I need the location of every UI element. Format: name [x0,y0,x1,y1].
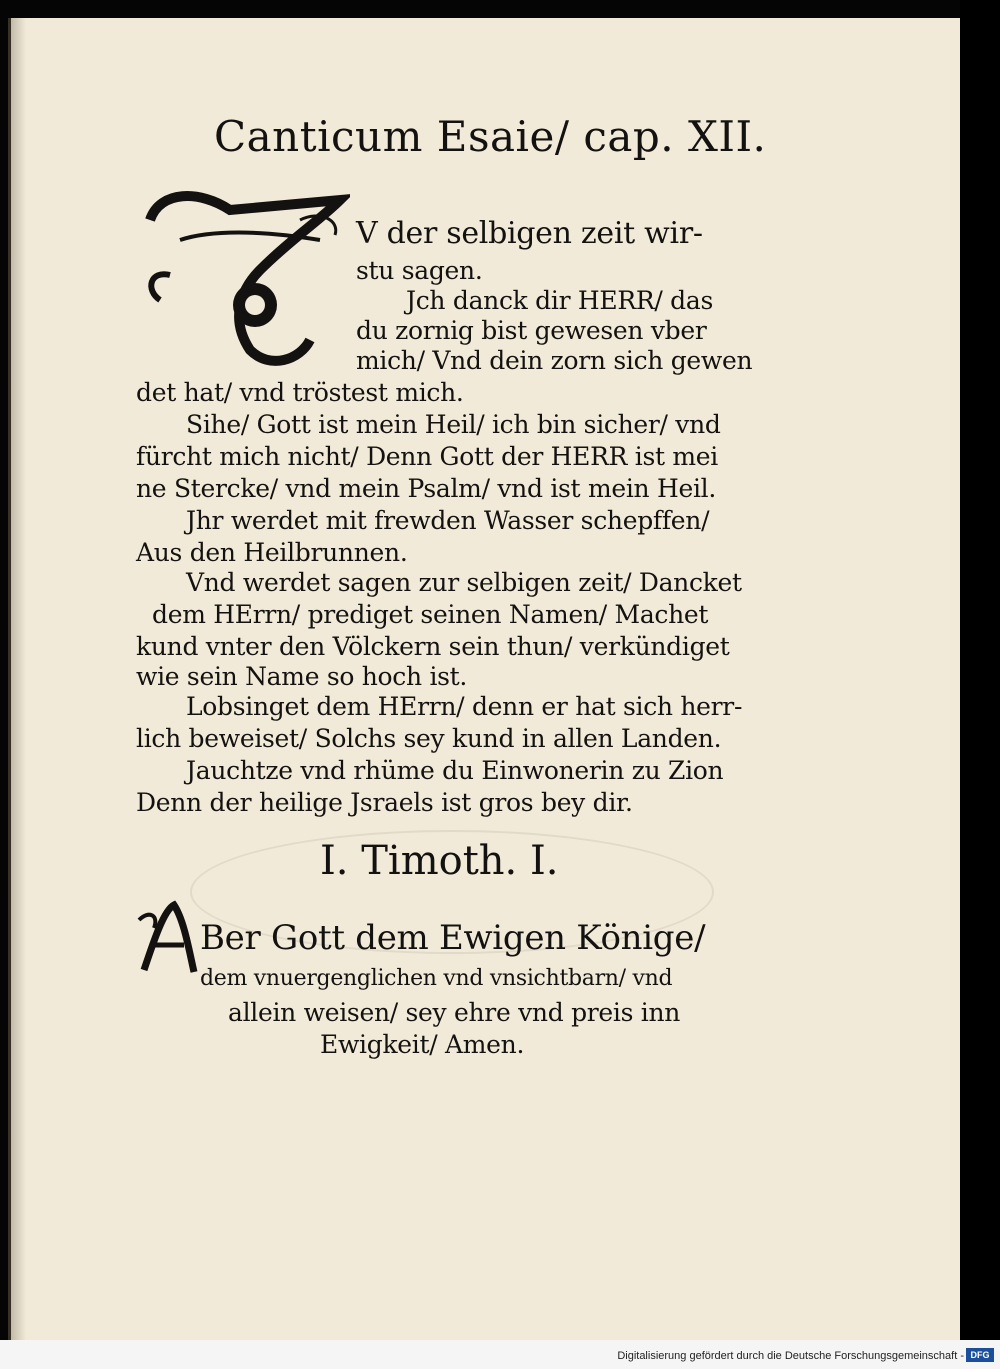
passage1-line-16: Lobsinget dem HErrn/ denn er hat sich herr- [186,692,743,721]
passage1-line-6: det hat/ vnd tröstest mich. [136,378,464,407]
decorated-initial-a-glyph [134,900,200,978]
passage1-line-17: lich beweiset/ Solchs sey kund in allen Landen. [136,724,722,753]
passage1-line-13: dem HErrn/ prediget seinen Namen/ Machet [152,600,709,629]
heading-canticum: Canticum Esaie/ cap. XII. [214,112,767,161]
decorated-initial-a [134,900,200,978]
passage1-line-14: kund vnter den Völckern sein thun/ verkündiget [136,632,730,661]
passage1-line-9: ne Stercke/ vnd mein Psalm/ vnd ist mein Heil. [136,474,717,503]
passage1-line-12: Vnd werdet sagen zur selbigen zeit/ Dancket [186,568,742,597]
passage1-line-7: Sihe/ Gott ist mein Heil/ ich bin sicher/ vnd [186,410,721,439]
page-gutter-shadow [8,18,26,1340]
passage2-line-2: dem vnuergenglichen vnd vnsichtbarn/ vnd [200,966,673,991]
decorated-initial-z-glyph [140,180,350,380]
scan-border [960,0,1000,1369]
funding-credit: Digitalisierung gefördert durch die Deutsche Forschungsgemeinschaft - [617,1350,964,1362]
passage1-line-4: du zornig bist gewesen vber [356,316,707,345]
passage1-line-2: stu sagen. [356,256,483,285]
passage1-line-5: mich/ Vnd dein zorn sich gewen [356,346,753,375]
passage2-line-4: Ewigkeit/ Amen. [320,1030,525,1059]
heading-timothy: I. Timoth. I. [320,838,559,884]
passage2-line-3: allein weisen/ sey ehre vnd preis inn [228,998,681,1027]
passage2-line-1: Ber Gott dem Ewigen Könige/ [200,918,706,958]
passage1-line-19: Denn der heilige Jsraels ist gros bey dir. [136,788,633,817]
passage1-line-8: fürcht mich nicht/ Denn Gott der HERR ist mei [136,442,718,471]
passage1-line-15: wie sein Name so hoch ist. [136,662,468,691]
passage1-line-18: Jauchtze vnd rhüme du Einwonerin zu Zion [186,756,724,785]
dfg-logo: DFG [966,1348,994,1362]
passage1-line-11: Aus den Heilbrunnen. [136,538,408,567]
passage1-line-10: Jhr werdet mit frewden Wasser schepffen/ [186,506,710,535]
passage1-line-1: V der selbigen zeit wir- [356,216,703,251]
decorated-initial-z [140,180,350,380]
passage1-line-3: Jch danck dir HERR/ das [406,286,713,315]
